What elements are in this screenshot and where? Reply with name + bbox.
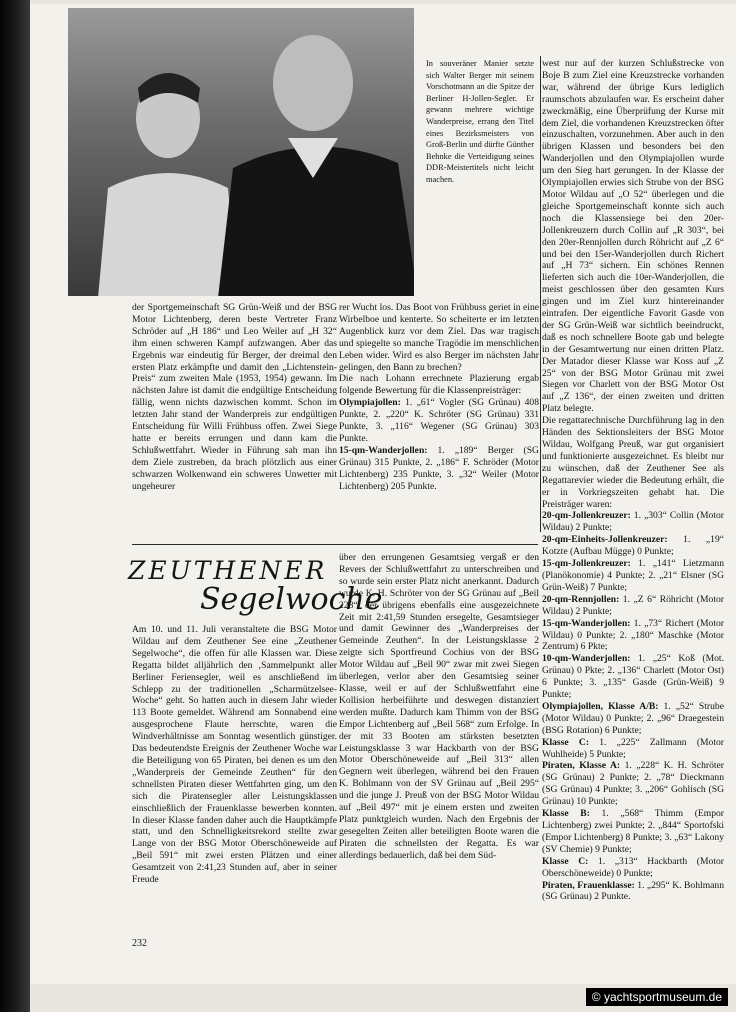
result-item: 20-qm-Einheits-Jollenkreuzer: 1. „19“ Kotzte (Aufbau Mügge) 0 Punkte;: [542, 534, 724, 558]
result-item: Piraten, Frauenklasse: 1. „295“ K. Bohlmann (SG Grünau) 2 Punkte.: [542, 879, 725, 903]
article-col-mid-bottom: [339, 552, 539, 862]
article-col-left-bottom: [132, 624, 337, 886]
article-col-left-top: [132, 302, 337, 493]
sailor-right-figure: [218, 18, 414, 296]
result-item: Klasse C: 1. „225“ Zallmann (Motor Wuhlheide) 5 Punkte;: [542, 736, 725, 760]
article-title-line1: ZEUTHENER: [128, 556, 328, 585]
column-rule-top-right: [540, 56, 541, 532]
article-col-mid-top: [339, 302, 539, 493]
result-wanderjollen: 15-qm-Wanderjollen: 1. „189“ Berger (SG Grünau) 315 Punkte, 2. „186“ F. Schröder (Motor Lichtenberg) 235 Punkte, 3. „32“ Weiler (Motor Lichtenberg) 205 Punkte.: [339, 444, 539, 492]
result-item: 20-qm-Rennjollen: 1. „Z 6“ Röhricht (Motor Wildau) 2 Punkte;: [542, 593, 724, 617]
result-item: 15-qm-Jollenkreuzer: 1. „141“ Lietzmann (Planökonomie) 4 Punkte; 2. „21“ Elsner (SG Grün-Weiß) 7 Punkte;: [542, 558, 724, 593]
result-olympiajollen: Olympiajollen: 1. „61“ Vogler (SG Grünau) 408 Punkte, 2. „220“ K. Schröter (SG Grünau) 331 Punkte, 3. „116“ Wegener (SG Grünau) 303 Punkte.: [339, 397, 539, 444]
result-item: 15-qm-Wanderjollen: 1. „73“ Richert (Motor Wildau) 0 Punkte; 2. „180“ Maschke (Motor Zentrum) 6 Pkte;: [542, 617, 724, 653]
paragraph: west nur auf der kurzen Schlußstrecke von Boje B zum Ziel eine Kreuzstrecke vorhanden war, während der übrige Kurs lediglich raumschots abzulaufen war. Es erscheint daher zweckmäßig, eine Überprüfung der Kurse mit dem Ziel, die vorhandenen Kreuzstrecken öfter einzuschalten, vorzunehmen. Aber auch in den übrigen Klassen und besonders bei den Wanderjollen und den Olympiajollen wurde um den Sieg hart gerungen. In der Klasse der Olympiajollen erwies sich Strube von der BSG Motor Wildau auf „O 52“ überlegen und die gleiche Sportgemeinschaft konnte sich auch noch die Klassensiege bei den 20er-Jollenkreuzern durch Collin auf „R 303“, bei den 20er-Rennjollen durch Röhricht auf „Z 6“ und bei den 15er-Wanderjollen durch Richert auf „H 73“ sichern. Ein schönes Rennen lieferten sich auch die 10er-Wanderjollen, die meist geschlossen über den gesamten Kurs gingen und im Ziel kurz hintereinander eintrafen. Der eigentliche Favorit Gasde von der SG Grün-Weiß war sichtlich beeindruckt, daß es noch schnellere Boote gab und belegte in der Gesamtwertung nur einen dritten Platz. Der Matador dieser Klasse war Koss auf „Z 25“ von der BSG Motor Grünau mit zwei Siegen vor Charlett von der BSG Motor Ost auf „Z 136“, der einen zweiten und dritten Platz belegte.: [542, 58, 724, 415]
sailor-left-figure: [88, 48, 238, 296]
paragraph: Am 10. und 11. Juli veranstaltete die BSG Motor Wildau auf dem Zeuthener See eine „Zeuthener Segelwoche“, die offen für alle Klassen war. Diese Regatta bildet alljährlich den ‚Sammelpunkt aller Berliner Feriensegler, weil es anschließend im Schlepp zu der traditionellen „Scharmützelsee-Woche“ geht. So hatten auch in diesem Jahr wieder 113 Boote gemeldet. Während am Sonnabend eine ausgesprochene Flaute herrschte, waren die Windverhältnisse am Sonntag wesentlich günstiger. Das bedeutendste Ereignis der Zeuthener Woche war die Beteiligung von 65 Piraten, bei denen es um den „Wanderpreis der Gemeinde Zeuthen“ für den schnellsten Piraten dieser Wettfahrten ging, um den sich die Piratensegler aller Leistungsklassen einschließlich der Frauenklasse bewerben konnten. In dieser Klasse fanden daher auch die Hauptkämpfe statt, und den Schnelligkeitsrekord stellte zwar Lange von der BSG Motor Oberschöneweide auf „Beil 591“ mit zwei ersten Plätzen und einer Gesamtzeit von 2:41,23 Stunden auf, aber in seiner Freude: [132, 624, 337, 886]
paragraph: Die regattatechnische Durchführung lag in den Händen des Sektionsleiters der BSG Motor Wildau, Wolfgang Preuß, war gut organisiert und funktionierte ausgezeichnet. Es bleibt nur zu wünschen, daß der Zeuthener See als Regattarevier wieder die Bedeutung erhält, die er in Vorkriegszeiten gehabt hat. Die Preisträger waren:: [542, 415, 724, 510]
paragraph: der Sportgemeinschaft SG Grün-Weiß und der BSG Motor Lichtenberg, deren beste Vertreter Franz Schröder auf „H 186“ und Leo Weiler auf „H 32“ ihm einen schweren Kampf aufzwangen. Aber das Ergebnis war eindeutig für Berger, der dreimal den ersten Platz erkämpfte und damit den „Lichtenstein-Preis“ zum zweiten Male (1953, 1954) gewann. Im nächsten Jahre ist damit die endgültige Entscheidung fällig, wenn nichts dazwischen kommt. Schon im letzten Jahr stand der Wanderpreis zur endgültigen Entscheidung für Willi Frühbuss offen. Zwei Siege hatte er bereits errungen und dann kam die Schlußwettfahrt. Wieder in Führung sah man ihn dem Ziele zustreben, da brach plötzlich aus einer schwarzen Wolkenwand ein schweres Unwetter mit ungeheurer: [132, 302, 337, 492]
result-item: Klasse B: 1. „568“ Thimm (Empor Lichtenberg) zwei Punkte; 2. „844“ Sportofski (Empor Lichtenberg) 8 Punkte; 3. „63“ Lakony (SV Chemie) 9 Punkte;: [542, 808, 724, 855]
result-item: 20-qm-Jollenkreuzer: 1. „303“ Collin (Motor Wildau) 2 Punkte;: [542, 510, 724, 534]
section-divider: [132, 544, 538, 545]
result-item: Piraten, Klasse A: 1. „228“ K. H. Schröter (SG Grünau) 2 Punkte; 2. „78“ Dieckmann (SG Grünau) 4 Punkte; 3. „206“ Gohlisch (SG Grünau) 10 Punkte;: [542, 760, 724, 808]
article-col-right: [542, 58, 724, 903]
paragraph: über den errungenen Gesamtsieg vergaß er den Revers der Schlußwettfahrt zu unterschreiben und so wurde sein erster Platz nicht anerkannt. Dadurch wurde K. H. Schröter von der SG Grünau auf „Beil 228“, der übrigens ebenfalls eine ausgezeichnete Zeit mit 2:41,59 Stunden ersegelte, Gesamtsieger und damit Gewinner des „Wanderpreises der Gemeinde Zeuthen“. In der Leistungsklasse 2 zeigte sich Sportfreund Cochius von der BSG Motor Wildau auf „Beil 90“ zwar mit zwei Siegen überlegen, verlor aber den Gesamtsieg seiner Klasse, weil er auf der Schlußwettfahrt eine Kollision herbeiführte und deswegen distanziert werden mußte. Dadurch kam Thimm von der BSG Empor Lichtenberg auf „Beil 568“ zum Erfolge. In der mit 33 Booten am stärksten besetzten Leistungsklasse 3 war Hackbarth von der BSG Motor Oberschöneweide auf „Beil 313“ allen Gegnern weit überlegen, während bei den Frauen K. Bohlmann von der SV Grünau auf „Beil 295“ und die junge J. Preuß von der BSG Motor Wildau auf „Beil 497“ mit je einem ersten und zweiten Platz punktgleich wurden. Nach den Ergebnis der gesegelten Zeiten aller beteiligten Boote waren die Piraten die schnellsten der Regatta. Es war allerdings bedauerlich, daß bei dem Süd-: [339, 552, 539, 861]
paragraph: Die nach Lohann errechnete Plazierung ergab folgende Bewertung für die Klassenpreisträger:: [339, 373, 539, 397]
result-item: Klasse C: 1. „313“ Hackbarth (Motor Oberschöneweide) 0 Punkte;: [542, 855, 724, 879]
result-item: 10-qm-Wanderjollen: 1. „25“ Koß (Mot. Grünau) 0 Pkte; 2. „136“ Charlett (Motor Ost) 6 Punkte; 3. „135“ Gasde (Grün-Weiß) 9 Punkte;: [542, 653, 724, 701]
page-number: 232: [132, 938, 147, 949]
photo-caption: In souveräner Manier setzte sich Walter Berger mit seinem Vorschotmann an die Spitze der Berliner H-Jollen-Segler. Er gewann mehrere wichtige Wanderpreise, errang den Titel eines Bezirksmeisters von Groß-Berlin und dürfte Günther Behnke die Verteidigung seines DDR-Meistertitels nicht leicht machen.: [426, 59, 534, 184]
result-item: Olympiajollen, Klasse A/B: 1. „52“ Strube (Motor Wildau) 0 Punkte; 2. „96“ Draegestein (BSG Rotation) 6 Punkte;: [542, 700, 724, 736]
paragraph: rer Wucht los. Das Boot von Frühbuss geriet in eine Wirbelboe und kenterte. So scheiterte er im letzten Augenblick kurz vor dem Ziel. Das war tragisch und spiegelte so manche Tragödie im menschlichen Leben wider. Wird es also Berger im nächsten Jahr gelingen, den Bann zu brechen?: [339, 302, 539, 373]
book-spine: [0, 0, 30, 1012]
article-title-line2: Segelwoche: [200, 582, 383, 617]
watermark: © yachtsportmuseum.de: [586, 988, 728, 1006]
results-list: [542, 510, 724, 903]
photo-two-sailors: [68, 8, 414, 296]
